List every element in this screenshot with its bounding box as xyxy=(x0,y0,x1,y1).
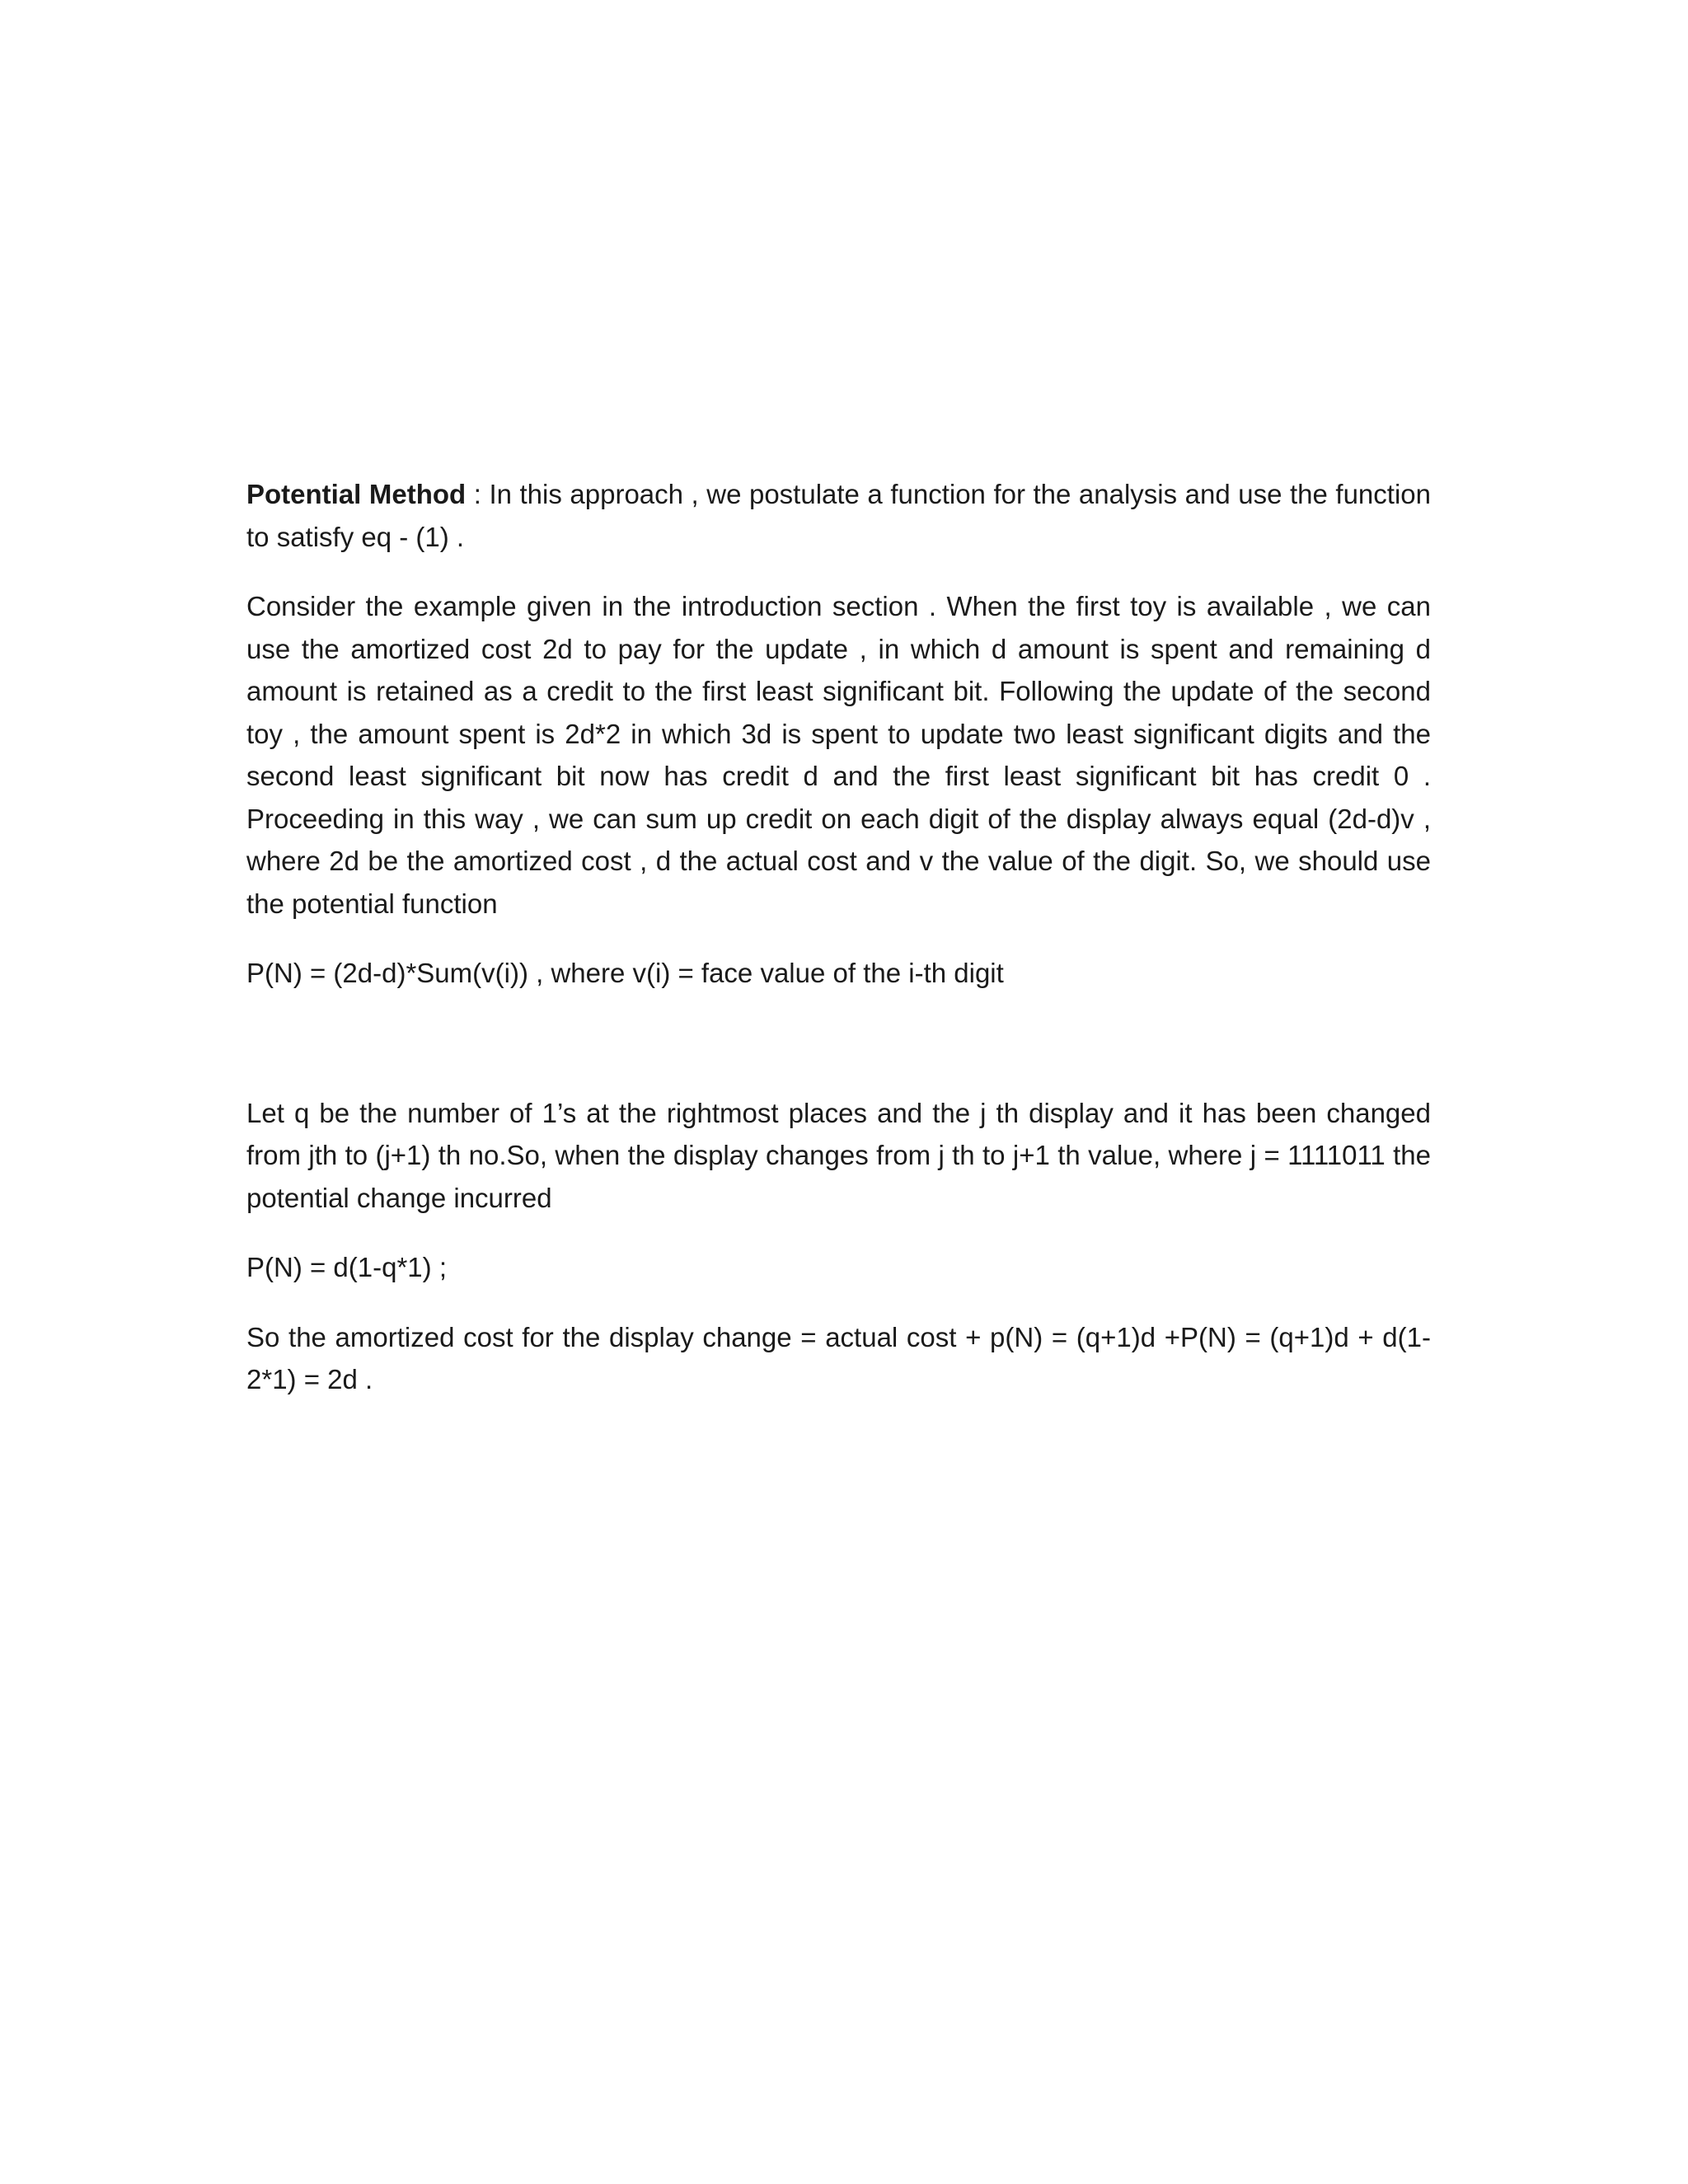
section-heading: Potential Method xyxy=(246,479,467,509)
intro-paragraph xyxy=(246,473,1431,558)
document-body xyxy=(246,473,1431,1401)
display-paragraph: Let q be the number of 1’s at the rightmost places and the j th display and it has been changed from jth to (j+1) th no.So, when the display changes from j th to j+1 th value, where j = 1111011 the potential change incurred xyxy=(246,1097,1431,1213)
change-formula: P(N) = d(1-q*1) ; xyxy=(246,1252,447,1282)
intro-text: : In this approach , we postulate a function for the analysis and use the function to satisfy eq - (1) . xyxy=(246,479,1431,552)
spacer xyxy=(246,558,1431,585)
spacer xyxy=(246,995,1431,1092)
spacer xyxy=(246,925,1431,952)
example-paragraph: Consider the example given in the introduction section . When the first toy is available , we can use the amortized cost 2d to pay for the update , in which d amount is spent and remaining d amount is retained as a credit to the first least significant bit. Following the update of the second toy , the amount spent is 2d*2 in which 3d is spent to update two least significant digits and the second least significant bit now has credit d and the first least significant bit has credit 0 . Proceeding in this way , we can sum up credit on each digit of the display always equal (2d-d)v , where 2d be the amortized cost , d the actual cost and v the value of the digit. So, we should use the potential function xyxy=(246,591,1431,919)
conclusion-paragraph: So the amortized cost for the display change = actual cost + p(N) = (q+1)d +P(N) = (q+1)d + d(1-2*1) = 2d . xyxy=(246,1321,1431,1394)
spacer xyxy=(246,1219,1431,1246)
potential-formula: P(N) = (2d-d)*Sum(v(i)) , where v(i) = face value of the i-th digit xyxy=(246,958,1004,988)
spacer xyxy=(246,1289,1431,1316)
